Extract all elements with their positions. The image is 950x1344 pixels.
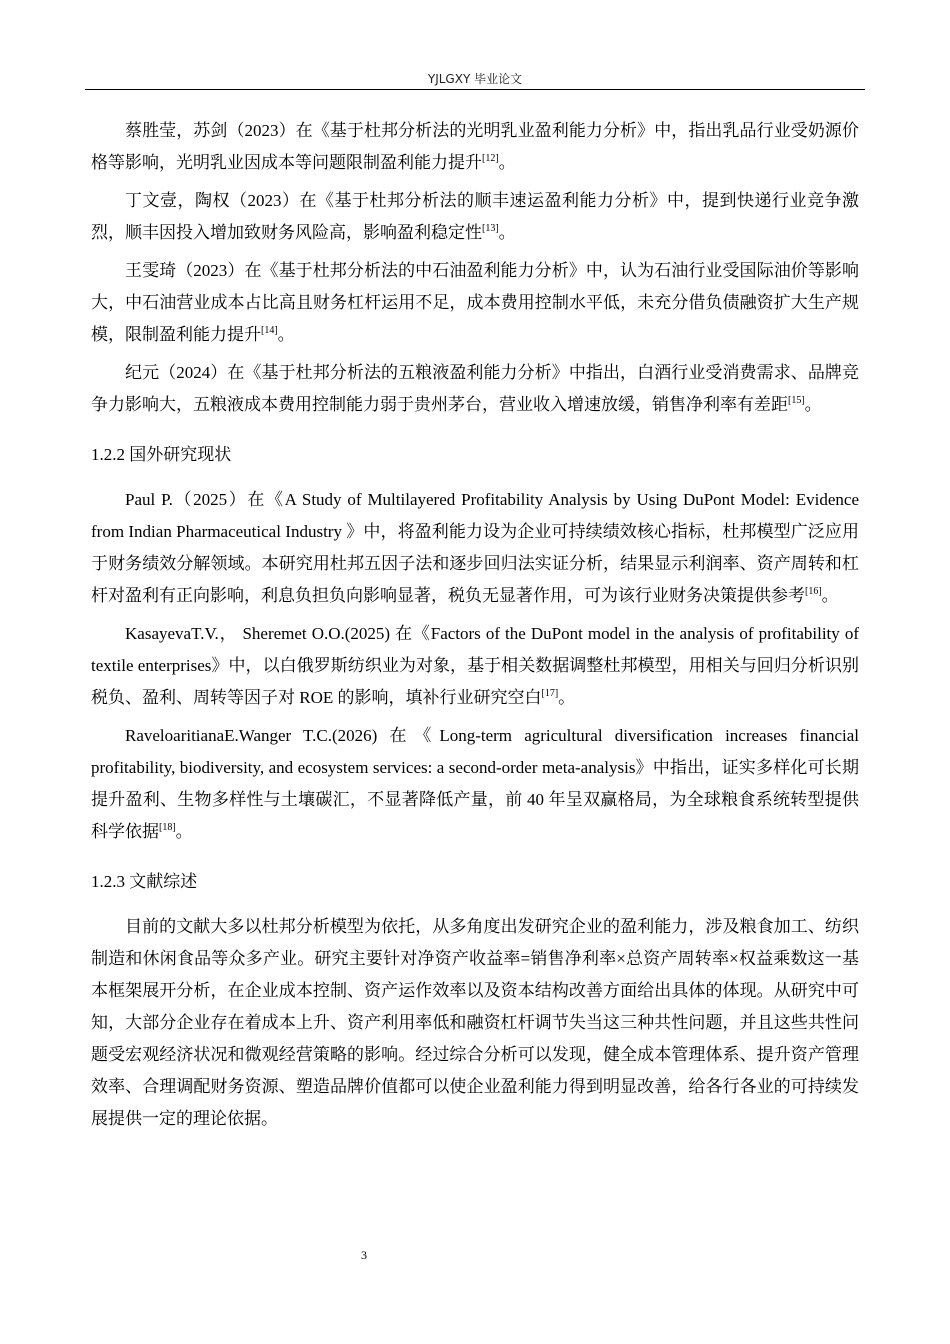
section-heading-foreign: 1.2.2 国外研究现状 bbox=[91, 445, 232, 464]
citation-18[interactable]: [18] bbox=[159, 822, 176, 833]
paragraph-ji: 纪元（2024）在《基于杜邦分析法的五粮液盈利能力分析》中指出，白酒行业受消费需求、品牌竞争力影响大，五粮液成本费用控制能力弱于贵州茅台，营业收入增速放缓，销售净利率有差距[15]。 bbox=[91, 363, 859, 414]
citation-16[interactable]: [16] bbox=[805, 586, 822, 597]
paragraph-ding: 丁文壹，陶权（2023）在《基于杜邦分析法的顺丰速运盈利能力分析》中，提到快递行业竞争激烈，顺丰因投入增加致财务风险高，影响盈利稳定性[13]。 bbox=[91, 191, 859, 242]
section-heading-review: 1.2.3 文献综述 bbox=[91, 872, 198, 891]
citation-17[interactable]: [17] bbox=[541, 688, 559, 699]
paragraph-paul: Paul P.（2025）在《A Study of Multilayered Profitability Analysis by Using DuPont Model: Evidence from Indian Pharmaceutical Industry 》中，将盈利能力设为企业可持续绩效核心指标，杜邦模型广泛应用于财务绩效分解领域。本研究用杜邦五因子法和逐步回归法实证分析，结果显示利润率、资产周转和杠杆对盈利有正向影响，利息负担负向影响显著，税负无显著作用，可为该行业财务决策提供参考[16]。 bbox=[91, 490, 859, 605]
header-rule bbox=[85, 89, 865, 90]
citation-15[interactable]: [15] bbox=[788, 395, 805, 406]
citation-12[interactable]: [12] bbox=[482, 153, 499, 164]
paragraph-cai: 蔡胜莹，苏剑（2023）在《基于杜邦分析法的光明乳业盈利能力分析》中，指出乳品行业受奶源价格等影响，光明乳业因成本等问题限制盈利能力提升[12]。 bbox=[91, 121, 859, 172]
body-content bbox=[91, 115, 859, 1135]
paragraph-review: 目前的文献大多以杜邦分析模型为依托，从多角度出发研究企业的盈利能力，涉及粮食加工、纺织制造和休闲食品等众多产业。研究主要针对净资产收益率=销售净利率×总资产周转率×权益乘数这一基本框架展开分析，在企业成本控制、资产运作效率以及资本结构改善方面给出具体的体现。从研究中可知，大部分企业存在着成本上升、资产利用率低和融资杠杆调节失当这三种共性问题，并且这些共性问题受宏观经济状况和微观经营策略的影响。经过综合分析可以发现，健全成本管理体系、提升资产管理效率、合理调配财务资源、塑造品牌价值都可以使企业盈利能力得到明显改善，给各行各业的可持续发展提供一定的理论依据。 bbox=[91, 917, 859, 1128]
paragraph-wang: 王雯琦（2023）在《基于杜邦分析法的中石油盈利能力分析》中，认为石油行业受国际油价等影响大，中石油营业成本占比高且财务杠杆运用不足，成本费用控制水平低，未充分借负债融资扩大生产规模，限制盈利能力提升[14]。 bbox=[91, 261, 859, 344]
citation-14[interactable]: [14] bbox=[261, 325, 278, 336]
page-header: YJLGXY 毕业论文 bbox=[427, 72, 523, 86]
paragraph-kasayeva: KasayevaT.V.， Sheremet O.O.(2025) 在《Factors of the DuPont model in the analysis of profitability of textile enterprises》中，以白俄罗斯纺织业为对象，基于相关数据调整杜邦模型，用相关与回归分析识别税负、盈利、周转等因子对 ROE 的影响，填补行业研究空白[17]。 bbox=[91, 624, 859, 707]
page-number: 3 bbox=[361, 1248, 367, 1262]
paragraph-raveloaritiana: RaveloaritianaE.Wanger T.C.(2026) 在《Long-term agricultural diversification increases financial profitability, biodiversity, and ecosystem services: a second-order meta-analysis》中指出，证实多样化可长期提升盈利、生物多样性与土壤碳汇，不显著降低产量，前 40 年呈双赢格局，为全球粮食系统转型提供科学依据[18]。 bbox=[91, 726, 859, 841]
citation-13[interactable]: [13] bbox=[482, 223, 499, 234]
